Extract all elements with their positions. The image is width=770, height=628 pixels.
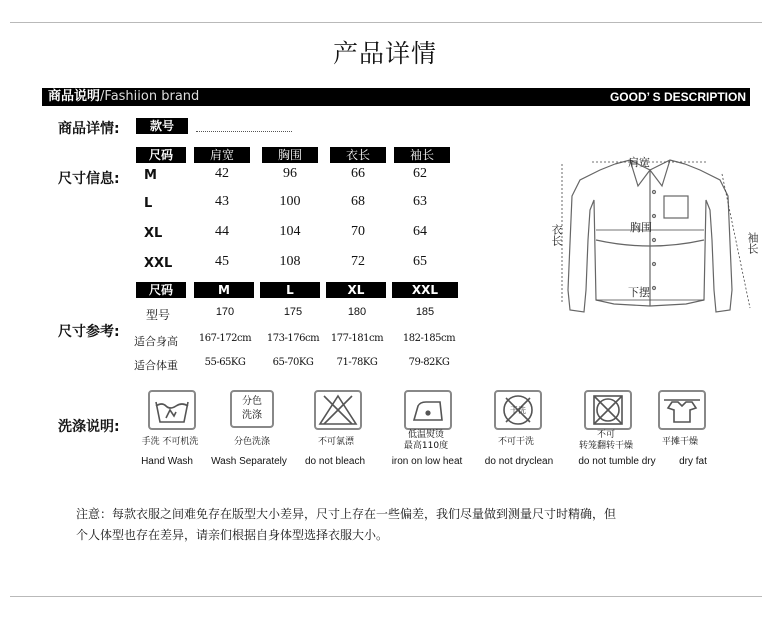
no-bleach-en: do not bleach xyxy=(304,456,366,467)
band-right-title: GOOD’ S DESCRIPTION xyxy=(609,90,746,104)
height-l: 173-176cm xyxy=(266,333,320,344)
wash-separately-icon-line1: 分色 xyxy=(242,396,262,407)
iron-low-cn2: 最高110度 xyxy=(403,441,449,451)
band-separator: / xyxy=(100,89,105,104)
size-xxl-shoulder: 45 xyxy=(215,254,229,269)
band-subtitle: Fashiion brand xyxy=(104,89,200,104)
shirt-shoulder-label: 肩宽 xyxy=(628,156,650,169)
no-tumble-dry-cn: 不可 xyxy=(596,430,615,440)
hand-wash-en: Hand Wash xyxy=(141,456,193,467)
bottom-divider xyxy=(10,596,762,597)
no-bleach-cn: 不可氯漂 xyxy=(317,437,354,447)
size-l-shoulder: 43 xyxy=(215,194,229,209)
size-m-shoulder: 42 xyxy=(215,166,229,181)
size-l-length: 68 xyxy=(351,194,365,209)
ref-header-xl: XL xyxy=(326,282,386,298)
size-info-label: 尺寸信息: xyxy=(58,171,120,187)
no-dryclean-icon xyxy=(494,390,542,430)
ref-header-m: M xyxy=(194,282,254,298)
size-header-chest: 胸围 xyxy=(262,147,318,163)
no-dryclean-en: do not dryclean xyxy=(484,456,554,467)
size-header-size: 尺码 xyxy=(136,147,186,163)
detail-label: 商品详情: xyxy=(58,121,120,137)
size-row-l-label: L xyxy=(144,196,153,211)
size-xxl-length: 72 xyxy=(351,254,365,269)
model-l: 175 xyxy=(283,306,303,318)
height-m: 167-172cm xyxy=(198,333,252,344)
size-l-sleeve: 63 xyxy=(413,194,427,209)
style-no-chip: 款号 xyxy=(136,118,188,134)
size-m-chest: 96 xyxy=(283,166,297,181)
size-xl-length: 70 xyxy=(351,224,365,239)
iron-low-icon xyxy=(404,390,452,430)
size-xxl-sleeve: 65 xyxy=(413,254,427,269)
height-label: 适合身高 xyxy=(134,335,178,348)
wash-separately-en: Wash Separately xyxy=(211,456,287,467)
note-line-2: 个人体型也存在差异，请亲们根据自身体型选择衣服大小。 xyxy=(76,528,389,542)
size-row-xxl-label: XXL xyxy=(144,256,173,271)
weight-xxl: 79-82KG xyxy=(408,357,450,368)
ref-header-size: 尺码 xyxy=(136,282,186,298)
ref-header-xxl: XXL xyxy=(392,282,458,298)
no-bleach-icon xyxy=(314,390,362,430)
model-xxl: 185 xyxy=(415,306,435,318)
hand-wash-cn: 手洗 不可机洗 xyxy=(141,437,199,447)
size-m-sleeve: 62 xyxy=(413,166,427,181)
care-label: 洗涤说明: xyxy=(58,419,120,435)
note-line-1: 注意：每款衣服之间难免存在版型大小差异，尺寸上存在一些偏差，我们尽量做到测量尺寸时精确，但 xyxy=(76,507,617,521)
wash-separately-icon-line2: 洗涤 xyxy=(242,410,262,421)
wash-separately-icon xyxy=(230,390,274,428)
weight-m: 55-65KG xyxy=(204,357,246,368)
weight-label: 适合体重 xyxy=(134,359,178,372)
size-l-chest: 100 xyxy=(279,194,301,209)
style-no-dotted-line xyxy=(196,130,292,132)
size-xl-sleeve: 64 xyxy=(413,224,427,239)
dry-flat-cn: 平摊干燥 xyxy=(661,437,698,447)
band-left-title xyxy=(48,88,199,106)
model-label: 型号 xyxy=(146,308,171,322)
ref-header-l: L xyxy=(260,282,320,298)
iron-low-cn: 低温熨烫 xyxy=(407,430,444,440)
height-xl: 177-181cm xyxy=(330,333,384,344)
size-header-shoulder: 肩宽 xyxy=(194,147,250,163)
iron-low-en: iron on low heat xyxy=(391,456,463,467)
no-tumble-dry-en: do not tumble dry xyxy=(578,456,656,467)
model-m: 170 xyxy=(215,306,235,318)
size-xl-chest: 104 xyxy=(279,224,301,239)
page-title: 产品详情 xyxy=(332,39,437,68)
size-header-length: 衣长 xyxy=(330,147,386,163)
no-tumble-dry-icon xyxy=(584,390,632,430)
hand-wash-icon xyxy=(148,390,196,430)
height-xxl: 182-185cm xyxy=(402,333,456,344)
wash-separately-cn: 分色洗涤 xyxy=(233,437,270,447)
dry-flat-icon xyxy=(658,390,706,430)
no-dryclean-icon-text: 干洗 xyxy=(510,406,526,415)
no-dryclean-cn: 不可干洗 xyxy=(497,437,534,447)
weight-xl: 71-78KG xyxy=(336,357,378,368)
top-divider xyxy=(10,22,762,23)
size-m-length: 66 xyxy=(351,166,365,181)
size-row-xl-label: XL xyxy=(144,226,163,241)
weight-l: 65-70KG xyxy=(272,357,314,368)
shirt-length-label: 衣长 xyxy=(550,224,563,246)
dry-flat-en: dry fat xyxy=(679,456,707,467)
size-ref-label: 尺寸参考: xyxy=(58,324,120,340)
size-header-sleeve: 袖长 xyxy=(394,147,450,163)
shirt-chest-label: 胸围 xyxy=(630,221,652,234)
shirt-sleeve-label: 袖长 xyxy=(746,232,759,254)
shirt-hem-label: 下摆 xyxy=(628,286,650,299)
no-tumble-dry-cn2: 转笼翻转干燥 xyxy=(578,441,633,451)
size-xxl-chest: 108 xyxy=(279,254,301,269)
size-xl-shoulder: 44 xyxy=(215,224,229,239)
size-row-m-label: M xyxy=(144,168,157,183)
band-title-cn: 商品说明 xyxy=(48,89,101,104)
model-xl: 180 xyxy=(347,306,367,318)
